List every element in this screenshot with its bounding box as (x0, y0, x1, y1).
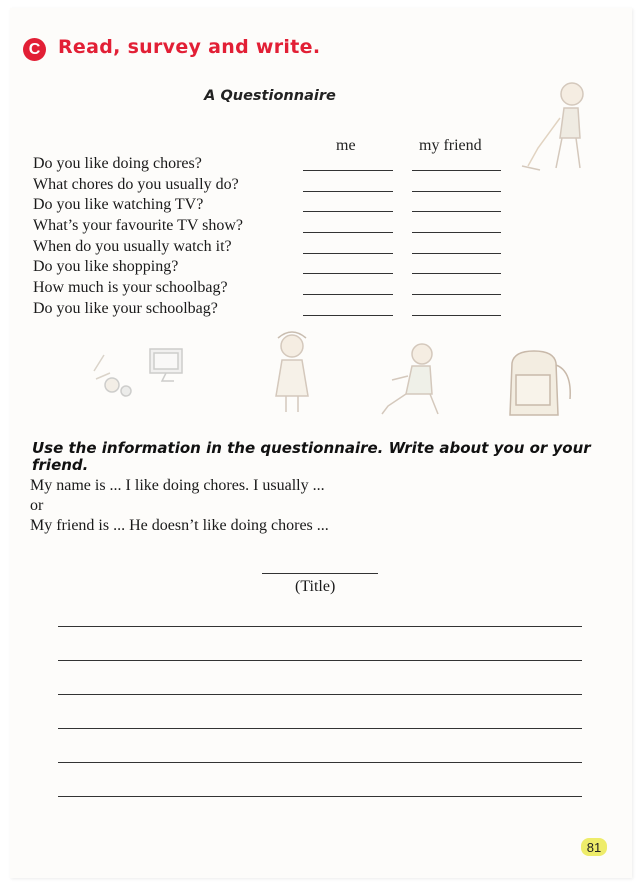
section-badge: C (23, 38, 46, 61)
title-blank[interactable] (262, 573, 378, 574)
answer-blank-me[interactable] (303, 273, 393, 274)
boy-sweeping-illustration (520, 78, 600, 178)
boy-sitting-illustration (378, 340, 448, 418)
question-text: Do you like your schoolbag? (33, 299, 218, 317)
writing-line[interactable] (58, 626, 582, 627)
question-row (33, 216, 508, 237)
writing-line[interactable] (58, 728, 582, 729)
schoolbag-illustration (500, 345, 580, 420)
writing-instruction: Use the information in the questionnaire. Write about you or your friend. (32, 439, 591, 474)
column-header-friend: my friend (419, 137, 482, 154)
question-row (33, 237, 508, 258)
answer-blank-friend[interactable] (412, 232, 501, 233)
answer-blank-friend[interactable] (412, 191, 501, 192)
section-title: Read, survey and write. (58, 36, 321, 58)
writing-line[interactable] (58, 762, 582, 763)
question-row (33, 278, 508, 299)
answer-blank-me[interactable] (303, 170, 393, 171)
answer-blank-me[interactable] (303, 232, 393, 233)
answer-blank-me[interactable] (303, 294, 393, 295)
title-placeholder: (Title) (295, 578, 336, 595)
answer-blank-friend[interactable] (412, 211, 501, 212)
answer-blank-me[interactable] (303, 191, 393, 192)
writing-line[interactable] (58, 694, 582, 695)
example-sentence-2: My friend is ... He doesn’t like doing chores ... (30, 517, 329, 534)
answer-blank-friend[interactable] (412, 315, 501, 316)
answer-blank-friend[interactable] (412, 253, 501, 254)
question-text: Do you like watching TV? (33, 196, 204, 214)
writing-line[interactable] (58, 660, 582, 661)
writing-line[interactable] (58, 796, 582, 797)
question-list (33, 154, 508, 320)
girl-illustration (268, 330, 318, 415)
question-text: Do you like shopping? (33, 258, 179, 276)
column-header-me: me (336, 137, 356, 154)
example-or: or (30, 497, 44, 514)
answer-blank-me[interactable] (303, 253, 393, 254)
question-row (33, 299, 508, 320)
question-text: When do you usually watch it? (33, 237, 232, 255)
page-number: 81 (581, 838, 607, 856)
answer-blank-me[interactable] (303, 315, 393, 316)
answer-blank-friend[interactable] (412, 170, 501, 171)
question-row (33, 195, 508, 216)
question-row (33, 175, 508, 196)
question-text: How much is your schoolbag? (33, 279, 228, 297)
tv-and-toys-illustration (82, 335, 192, 410)
answer-blank-friend[interactable] (412, 294, 501, 295)
question-row (33, 257, 508, 278)
example-sentence-1: My name is ... I like doing chores. I usually ... (30, 477, 325, 494)
question-text: Do you like doing chores? (33, 155, 202, 172)
question-text: What chores do you usually do? (33, 175, 239, 193)
question-row (33, 154, 508, 175)
answer-blank-friend[interactable] (412, 273, 501, 274)
answer-blank-me[interactable] (303, 211, 393, 212)
questionnaire-title: A Questionnaire (204, 88, 336, 104)
question-text: What’s your favourite TV show? (33, 217, 244, 235)
